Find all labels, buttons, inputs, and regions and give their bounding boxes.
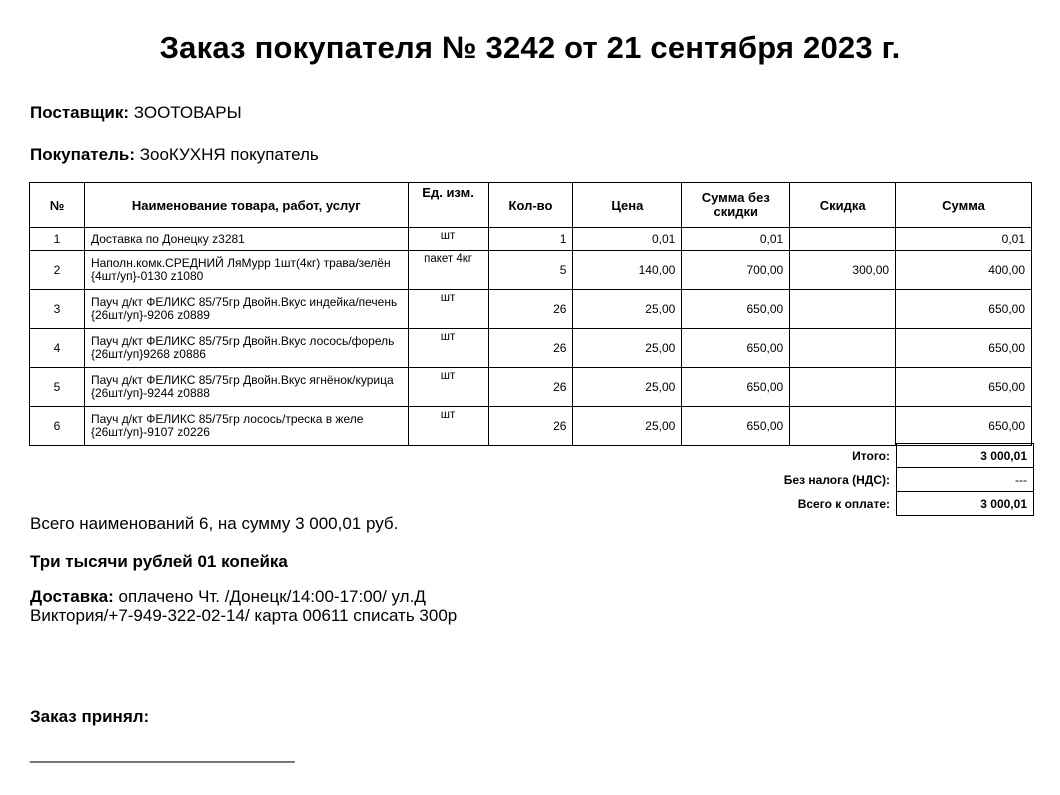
row-discount: 300,00: [790, 251, 896, 290]
totals-table: [660, 443, 1034, 516]
row-discount: [790, 368, 896, 407]
row-name: Пауч д/кт ФЕЛИКС 85/75гр лосось/треска в желе {26шт/уп}-9107 z0226: [84, 407, 408, 446]
delivery-label: Доставка:: [30, 587, 114, 606]
to-pay-row: [660, 492, 1034, 516]
row-discount: [790, 329, 896, 368]
row-discount: [790, 407, 896, 446]
row-price: 25,00: [573, 368, 682, 407]
redaction-blur: [470, 560, 1050, 680]
row-unit: пакет 4кг: [408, 251, 488, 290]
row-unit: шт: [408, 407, 488, 446]
row-price: 140,00: [573, 251, 682, 290]
row-qty: 26: [488, 290, 573, 329]
table-row: [30, 407, 1032, 446]
vat-row: [660, 468, 1034, 492]
row-num: 4: [30, 329, 85, 368]
row-sum-no-discount: 650,00: [682, 329, 790, 368]
total-value: 3 000,01: [897, 444, 1034, 468]
header-sum: Сумма: [896, 183, 1032, 228]
document-title: Заказ покупателя № 3242 от 21 сентября 2023 г.: [159, 30, 901, 65]
row-sum-no-discount: 650,00: [682, 368, 790, 407]
to-pay-value: 3 000,01: [897, 492, 1034, 516]
to-pay-label: Всего к оплате:: [797, 496, 890, 511]
row-qty: 26: [488, 368, 573, 407]
header-qty: Кол-во: [488, 183, 573, 228]
row-price: 25,00: [573, 290, 682, 329]
header-unit: Ед. изм.: [408, 183, 488, 228]
table-row: [30, 368, 1032, 407]
supplier-line: [30, 103, 242, 123]
buyer-value: ЗооКУХНЯ покупатель: [139, 145, 319, 164]
total-label: Итого:: [852, 448, 890, 463]
vat-value: ---: [897, 468, 1034, 492]
row-qty: 1: [488, 228, 573, 251]
buyer-label: Покупатель:: [30, 145, 135, 164]
items-summary: Всего наименований 6, на сумму 3 000,01 руб.: [30, 514, 399, 533]
row-unit: шт: [408, 290, 488, 329]
row-num: 3: [30, 290, 85, 329]
row-discount: [790, 228, 896, 251]
table-row: [30, 329, 1032, 368]
table-row: [30, 251, 1032, 290]
header-discount: Скидка: [790, 183, 896, 228]
header-num: №: [30, 183, 85, 228]
row-num: 2: [30, 251, 85, 290]
header-name: Наименование товара, работ, услуг: [84, 183, 408, 228]
row-name: Доставка по Донецку z3281: [84, 228, 408, 251]
row-sum-no-discount: 650,00: [682, 407, 790, 446]
row-discount: [790, 290, 896, 329]
row-unit: шт: [408, 329, 488, 368]
row-unit: шт: [408, 228, 488, 251]
row-sum: 650,00: [896, 407, 1032, 446]
row-qty: 26: [488, 407, 573, 446]
row-num: 5: [30, 368, 85, 407]
row-sum: 400,00: [896, 251, 1032, 290]
row-name: Пауч д/кт ФЕЛИКС 85/75гр Двойн.Вкус индейка/печень {26шт/уп}-9206 z0889: [84, 290, 408, 329]
items-table: [29, 182, 1032, 446]
supplier-label: Поставщик:: [30, 103, 130, 122]
header-price: Цена: [573, 183, 682, 228]
header-sum-no-discount-label: Сумма без скидки: [701, 190, 770, 219]
amount-in-words: Три тысячи рублей 01 копейка: [30, 552, 288, 571]
row-sum: 650,00: [896, 290, 1032, 329]
row-sum-no-discount: 0,01: [682, 228, 790, 251]
row-sum: 650,00: [896, 368, 1032, 407]
row-sum-no-discount: 700,00: [682, 251, 790, 290]
row-unit: шт: [408, 368, 488, 407]
vat-label: Без налога (НДС):: [783, 472, 890, 487]
row-sum: 650,00: [896, 329, 1032, 368]
row-name: Наполн.комк.СРЕДНИЙ ЛяМурр 1шт(4кг) трава/зелён {4шт/уп}-0130 z1080: [84, 251, 408, 290]
row-sum: 0,01: [896, 228, 1032, 251]
supplier-value: ЗООТОВАРЫ: [133, 103, 242, 122]
row-sum-no-discount: 650,00: [682, 290, 790, 329]
delivery-text: оплачено Чт. /Донецк/14:00-17:00/ ул.Д: [118, 587, 426, 606]
total-row: [660, 444, 1034, 468]
row-name: Пауч д/кт ФЕЛИКС 85/75гр Двойн.Вкус ягнёнок/курица {26шт/уп}-9244 z0888: [84, 368, 408, 407]
buyer-line: [30, 145, 319, 165]
table-header-row: [30, 183, 1032, 228]
row-num: 1: [30, 228, 85, 251]
row-price: 0,01: [573, 228, 682, 251]
row-price: 25,00: [573, 407, 682, 446]
row-num: 6: [30, 407, 85, 446]
row-price: 25,00: [573, 329, 682, 368]
header-sum-no-discount: [682, 183, 790, 228]
row-qty: 26: [488, 329, 573, 368]
delivery-text-2: Виктория/+7-949-322-02-14/ карта 00611 списать 300р: [30, 606, 458, 625]
accepted-label: Заказ принял:: [30, 707, 150, 726]
signature-line: ____________________________: [30, 744, 295, 763]
row-qty: 5: [488, 251, 573, 290]
table-row: [30, 228, 1032, 251]
row-name: Пауч д/кт ФЕЛИКС 85/75гр Двойн.Вкус лосось/форель {26шт/уп}9268 z0886: [84, 329, 408, 368]
table-row: [30, 290, 1032, 329]
